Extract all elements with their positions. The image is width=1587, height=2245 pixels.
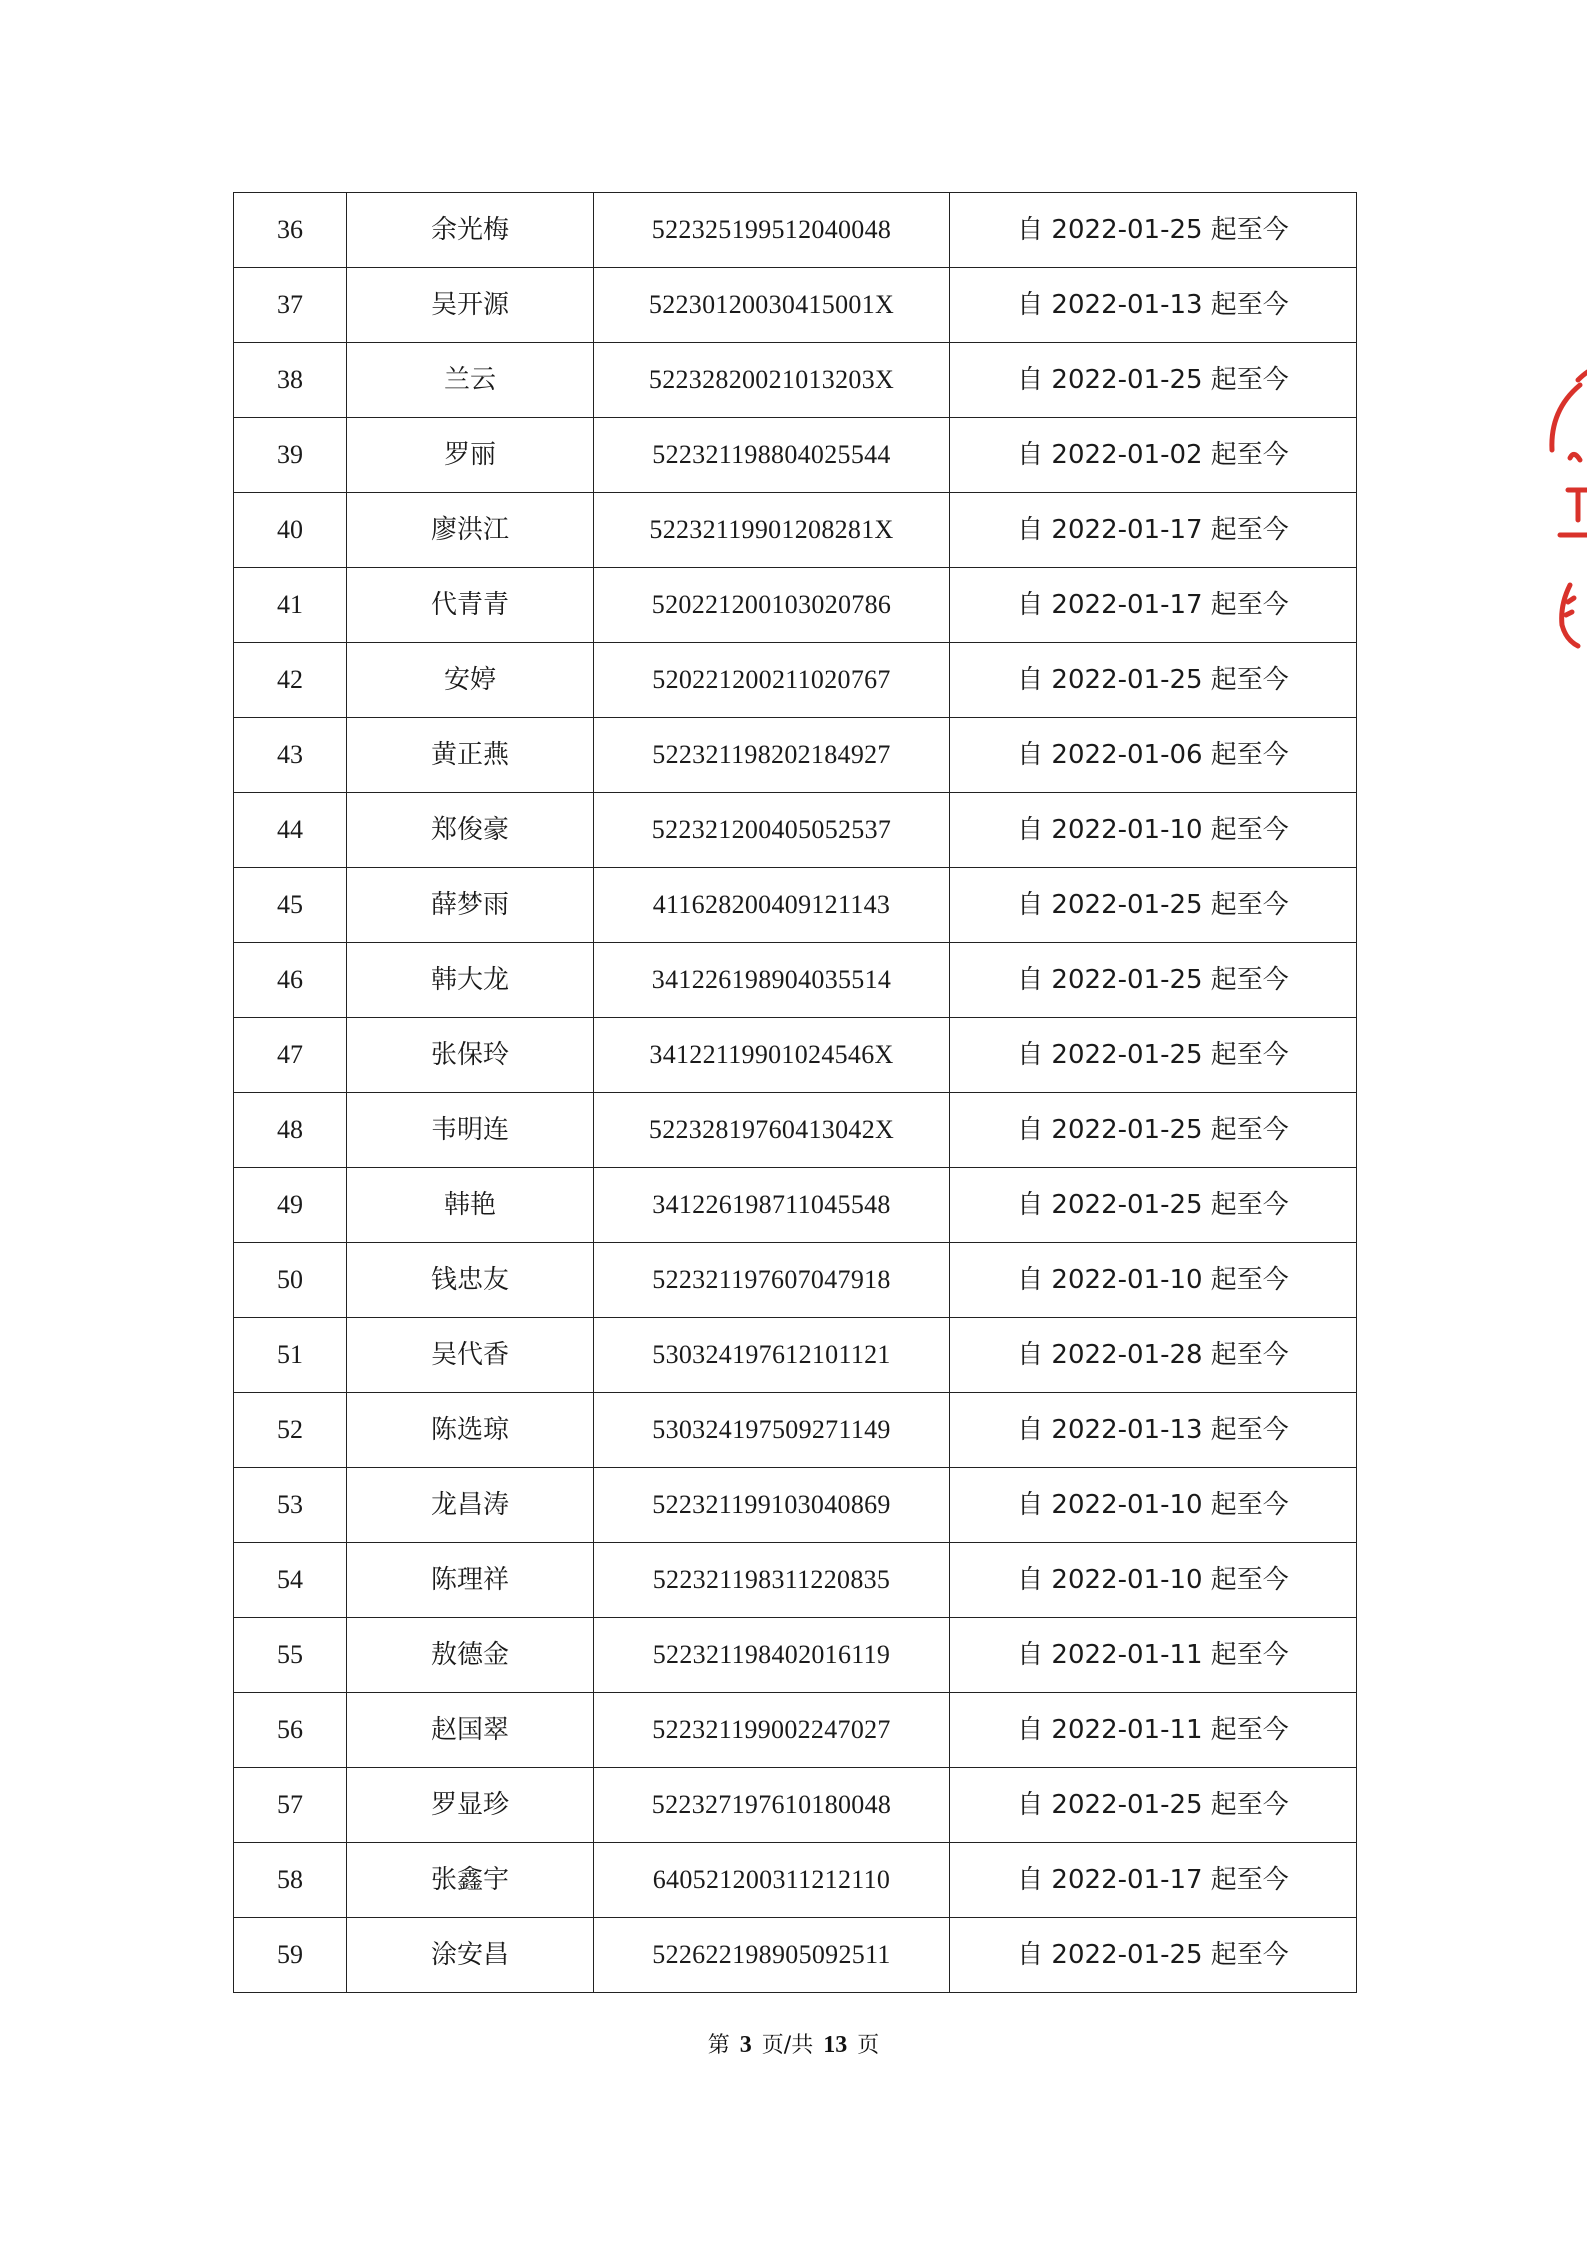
start-date-cell: 自 2022-01-11 起至今 bbox=[950, 1618, 1357, 1693]
id-number-cell: 522321200405052537 bbox=[594, 793, 950, 868]
table-row bbox=[234, 793, 1357, 868]
start-date-cell: 自 2022-01-28 起至今 bbox=[950, 1318, 1357, 1393]
person-name-cell: 陈选琼 bbox=[347, 1393, 594, 1468]
start-date-cell: 自 2022-01-13 起至今 bbox=[950, 1393, 1357, 1468]
id-number-cell: 341226198904035514 bbox=[594, 943, 950, 1018]
start-date-cell: 自 2022-01-25 起至今 bbox=[950, 193, 1357, 268]
person-name-cell: 郑俊豪 bbox=[347, 793, 594, 868]
id-number-cell: 522321197607047918 bbox=[594, 1243, 950, 1318]
start-date-cell: 自 2022-01-10 起至今 bbox=[950, 793, 1357, 868]
row-number-cell: 39 bbox=[234, 418, 347, 493]
person-name-cell: 赵国翠 bbox=[347, 1693, 594, 1768]
id-number-cell: 522321198804025544 bbox=[594, 418, 950, 493]
start-date-cell: 自 2022-01-25 起至今 bbox=[950, 868, 1357, 943]
id-number-cell: 522622198905092511 bbox=[594, 1918, 950, 1993]
row-number-cell: 56 bbox=[234, 1693, 347, 1768]
table-row bbox=[234, 268, 1357, 343]
row-number-cell: 42 bbox=[234, 643, 347, 718]
row-number-cell: 46 bbox=[234, 943, 347, 1018]
id-number-cell: 520221200103020786 bbox=[594, 568, 950, 643]
table-row bbox=[234, 1618, 1357, 1693]
row-number-cell: 40 bbox=[234, 493, 347, 568]
table-row bbox=[234, 643, 1357, 718]
roster-table-body bbox=[234, 193, 1357, 1993]
person-name-cell: 涂安昌 bbox=[347, 1918, 594, 1993]
start-date-cell: 自 2022-01-25 起至今 bbox=[950, 1168, 1357, 1243]
id-number-cell: 522321199002247027 bbox=[594, 1693, 950, 1768]
person-name-cell: 吴代香 bbox=[347, 1318, 594, 1393]
row-number-cell: 51 bbox=[234, 1318, 347, 1393]
row-number-cell: 38 bbox=[234, 343, 347, 418]
footer-suffix: 页 bbox=[857, 2033, 880, 2058]
person-name-cell: 廖洪江 bbox=[347, 493, 594, 568]
id-number-cell: 341226198711045548 bbox=[594, 1168, 950, 1243]
row-number-cell: 45 bbox=[234, 868, 347, 943]
current-page-number: 3 bbox=[739, 2032, 752, 2058]
person-name-cell: 吴开源 bbox=[347, 268, 594, 343]
row-number-cell: 53 bbox=[234, 1468, 347, 1543]
roster-table bbox=[233, 192, 1357, 1993]
person-name-cell: 龙昌涛 bbox=[347, 1468, 594, 1543]
person-name-cell: 张保玲 bbox=[347, 1018, 594, 1093]
person-name-cell: 张鑫宇 bbox=[347, 1843, 594, 1918]
row-number-cell: 41 bbox=[234, 568, 347, 643]
row-number-cell: 37 bbox=[234, 268, 347, 343]
id-number-cell: 522321198311220835 bbox=[594, 1543, 950, 1618]
start-date-cell: 自 2022-01-25 起至今 bbox=[950, 1768, 1357, 1843]
table-row bbox=[234, 943, 1357, 1018]
start-date-cell: 自 2022-01-10 起至今 bbox=[950, 1468, 1357, 1543]
table-row bbox=[234, 1693, 1357, 1768]
person-name-cell: 陈理祥 bbox=[347, 1543, 594, 1618]
start-date-cell: 自 2022-01-25 起至今 bbox=[950, 643, 1357, 718]
footer-prefix: 第 bbox=[707, 2033, 730, 2058]
table-row bbox=[234, 1168, 1357, 1243]
person-name-cell: 敖德金 bbox=[347, 1618, 594, 1693]
start-date-cell: 自 2022-01-25 起至今 bbox=[950, 1918, 1357, 1993]
start-date-cell: 自 2022-01-25 起至今 bbox=[950, 943, 1357, 1018]
row-number-cell: 36 bbox=[234, 193, 347, 268]
person-name-cell: 韩大龙 bbox=[347, 943, 594, 1018]
table-row bbox=[234, 493, 1357, 568]
start-date-cell: 自 2022-01-02 起至今 bbox=[950, 418, 1357, 493]
row-number-cell: 52 bbox=[234, 1393, 347, 1468]
row-number-cell: 57 bbox=[234, 1768, 347, 1843]
table-row bbox=[234, 343, 1357, 418]
table-row bbox=[234, 1543, 1357, 1618]
id-number-cell: 530324197509271149 bbox=[594, 1393, 950, 1468]
table-row bbox=[234, 1768, 1357, 1843]
row-number-cell: 44 bbox=[234, 793, 347, 868]
row-number-cell: 54 bbox=[234, 1543, 347, 1618]
id-number-cell: 530324197612101121 bbox=[594, 1318, 950, 1393]
row-number-cell: 50 bbox=[234, 1243, 347, 1318]
start-date-cell: 自 2022-01-11 起至今 bbox=[950, 1693, 1357, 1768]
id-number-cell: 522321198402016119 bbox=[594, 1618, 950, 1693]
id-number-cell: 52230120030415001X bbox=[594, 268, 950, 343]
person-name-cell: 韦明连 bbox=[347, 1093, 594, 1168]
start-date-cell: 自 2022-01-17 起至今 bbox=[950, 493, 1357, 568]
id-number-cell: 34122119901024546X bbox=[594, 1018, 950, 1093]
page-footer bbox=[0, 2028, 1587, 2059]
id-number-cell: 522327197610180048 bbox=[594, 1768, 950, 1843]
start-date-cell: 自 2022-01-25 起至今 bbox=[950, 343, 1357, 418]
start-date-cell: 自 2022-01-25 起至今 bbox=[950, 1093, 1357, 1168]
total-page-number: 13 bbox=[823, 2032, 848, 2058]
table-row bbox=[234, 718, 1357, 793]
start-date-cell: 自 2022-01-17 起至今 bbox=[950, 1843, 1357, 1918]
start-date-cell: 自 2022-01-25 起至今 bbox=[950, 1018, 1357, 1093]
person-name-cell: 安婷 bbox=[347, 643, 594, 718]
start-date-cell: 自 2022-01-10 起至今 bbox=[950, 1543, 1357, 1618]
table-row bbox=[234, 568, 1357, 643]
person-name-cell: 罗显珍 bbox=[347, 1768, 594, 1843]
table-row bbox=[234, 1393, 1357, 1468]
row-number-cell: 59 bbox=[234, 1918, 347, 1993]
start-date-cell: 自 2022-01-17 起至今 bbox=[950, 568, 1357, 643]
row-number-cell: 49 bbox=[234, 1168, 347, 1243]
person-name-cell: 余光梅 bbox=[347, 193, 594, 268]
table-row bbox=[234, 1018, 1357, 1093]
table-row bbox=[234, 1243, 1357, 1318]
person-name-cell: 代青青 bbox=[347, 568, 594, 643]
id-number-cell: 522321198202184927 bbox=[594, 718, 950, 793]
person-name-cell: 兰云 bbox=[347, 343, 594, 418]
table-row bbox=[234, 868, 1357, 943]
start-date-cell: 自 2022-01-10 起至今 bbox=[950, 1243, 1357, 1318]
start-date-cell: 自 2022-01-13 起至今 bbox=[950, 268, 1357, 343]
table-row bbox=[234, 1468, 1357, 1543]
official-seal-stamp bbox=[1530, 340, 1587, 680]
id-number-cell: 52232819760413042X bbox=[594, 1093, 950, 1168]
person-name-cell: 韩艳 bbox=[347, 1168, 594, 1243]
row-number-cell: 55 bbox=[234, 1618, 347, 1693]
start-date-cell: 自 2022-01-06 起至今 bbox=[950, 718, 1357, 793]
person-name-cell: 薛梦雨 bbox=[347, 868, 594, 943]
row-number-cell: 48 bbox=[234, 1093, 347, 1168]
id-number-cell: 520221200211020767 bbox=[594, 643, 950, 718]
table-row bbox=[234, 1843, 1357, 1918]
person-name-cell: 罗丽 bbox=[347, 418, 594, 493]
person-name-cell: 黄正燕 bbox=[347, 718, 594, 793]
id-number-cell: 640521200311212110 bbox=[594, 1843, 950, 1918]
table-row bbox=[234, 1318, 1357, 1393]
table-row bbox=[234, 1093, 1357, 1168]
table-row bbox=[234, 1918, 1357, 1993]
id-number-cell: 522325199512040048 bbox=[594, 193, 950, 268]
id-number-cell: 411628200409121143 bbox=[594, 868, 950, 943]
id-number-cell: 52232119901208281X bbox=[594, 493, 950, 568]
row-number-cell: 47 bbox=[234, 1018, 347, 1093]
footer-middle: 页/共 bbox=[761, 2033, 814, 2058]
row-number-cell: 43 bbox=[234, 718, 347, 793]
table-row bbox=[234, 418, 1357, 493]
table-row bbox=[234, 193, 1357, 268]
person-name-cell: 钱忠友 bbox=[347, 1243, 594, 1318]
row-number-cell: 58 bbox=[234, 1843, 347, 1918]
id-number-cell: 52232820021013203X bbox=[594, 343, 950, 418]
id-number-cell: 522321199103040869 bbox=[594, 1468, 950, 1543]
